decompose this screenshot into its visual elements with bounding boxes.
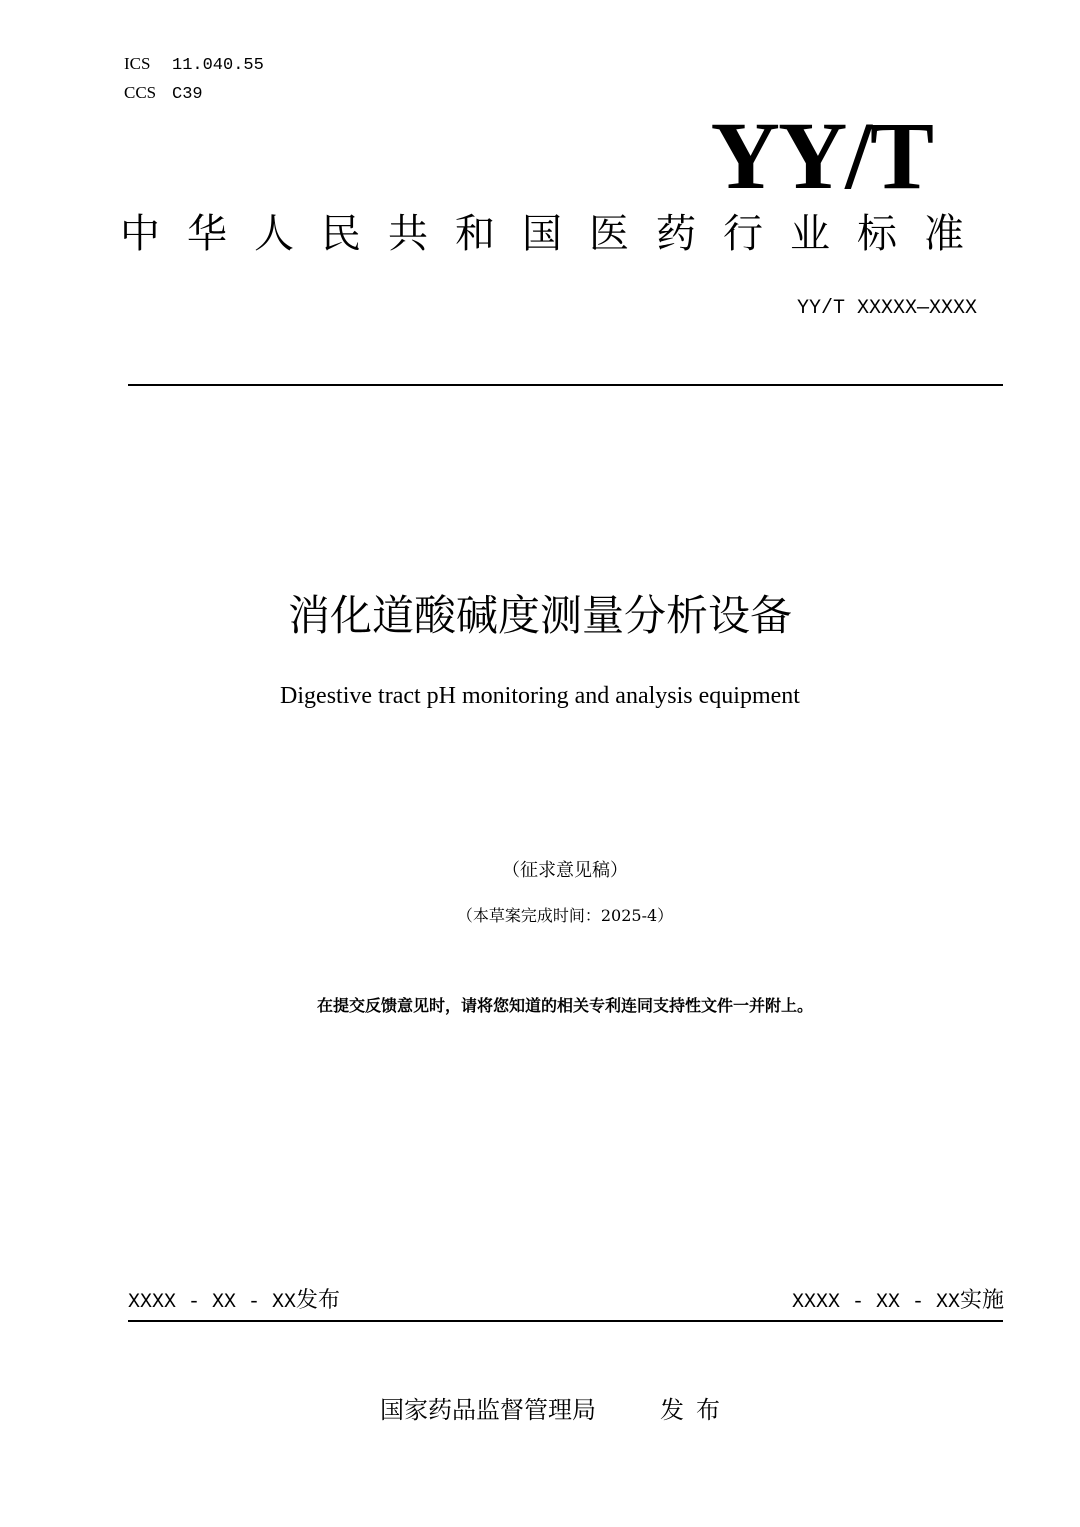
ics-value: 11.040.55	[172, 56, 264, 75]
draft-status: （征求意见稿）	[502, 860, 628, 881]
footer-divider	[128, 1320, 1003, 1322]
ccs-code	[124, 83, 203, 105]
ics-code	[124, 54, 264, 76]
implement-date-line	[792, 1286, 1004, 1318]
ccs-value: C39	[172, 85, 203, 104]
issue-label: 发布	[660, 1396, 732, 1424]
document-title-english: Digestive tract pH monitoring and analysis equipment	[280, 683, 800, 709]
publish-date: XXXX - XX - XX	[128, 1291, 297, 1314]
publish-label: 发布	[296, 1288, 341, 1313]
document-title-chinese: 消化道酸碱度测量分析设备	[287, 591, 792, 640]
standard-series-logo: YY/T	[710, 102, 932, 209]
standard-category-heading: 中华人民共和国医药行业标准	[120, 211, 991, 257]
publish-date-line	[128, 1286, 340, 1318]
patent-notice: 在提交反馈意见时，请将您知道的相关专利连同支持性文件一并附上。	[316, 996, 813, 1015]
ics-label: ICS	[124, 54, 151, 73]
standard-number: YY/T XXXXX—XXXX	[796, 297, 977, 320]
ccs-label: CCS	[124, 83, 157, 102]
implement-label: 实施	[959, 1288, 1004, 1313]
implement-date: XXXX - XX - XX	[791, 1291, 960, 1314]
draft-completion-date: （本草案完成时间：2025-4）	[456, 906, 674, 925]
issuing-authority: 国家药品监督管理局	[380, 1396, 596, 1424]
header-divider	[128, 384, 1003, 386]
